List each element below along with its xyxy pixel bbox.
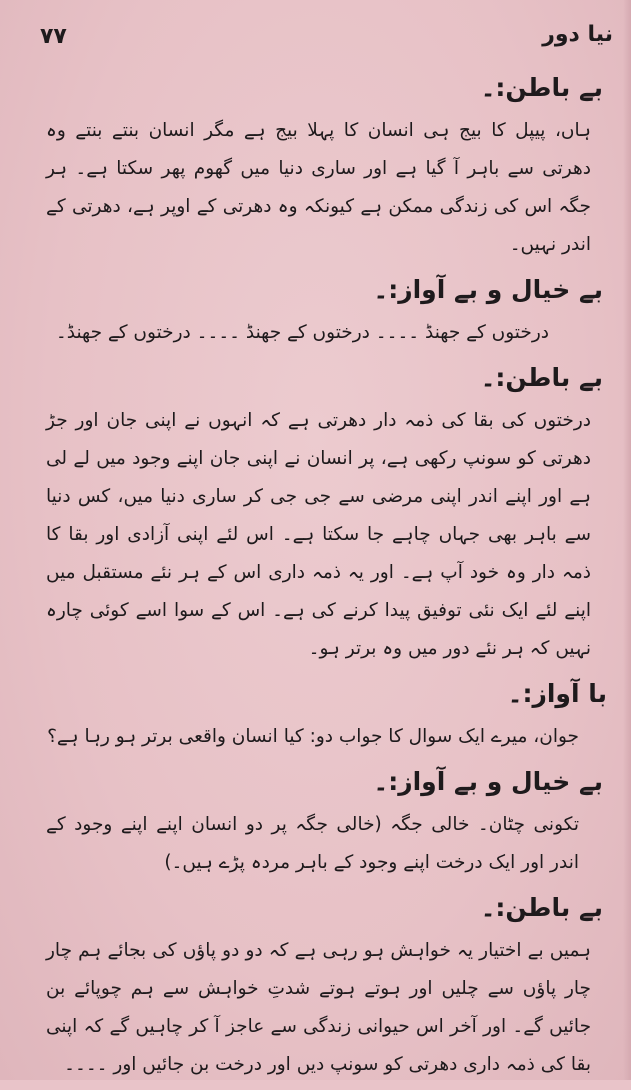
page-body	[40, 62, 609, 1090]
page-edge-shadow	[623, 0, 631, 1080]
page-header	[0, 8, 631, 58]
speaker-heading: بے باطن:۔	[480, 73, 603, 102]
speaker-heading: بے خیال و بے آواز:۔	[373, 275, 603, 304]
dialogue-paragraph: درختوں کے جھنڈ ۔۔۔۔ درختوں کے جھنڈ ۔۔۔۔ درختوں کے جھنڈ۔	[55, 322, 549, 343]
running-title: نیا دور	[542, 22, 613, 47]
dialogue-paragraph: درختوں کی بقا کی ذمہ دار دھرتی ہے کہ انہوں نے اپنی جان اور جڑ دھرتی کو سونپ رکھی ہے، پر انسان نے اپنی جان اپنے وجود میں لے لی ہے اور اپنے اندر اپنی مرضی سے جی جی کر ساری دنیا میں، کس دنیا سے باہر بھی جہاں چاہے جا سکتا ہے۔ اس لئے اپنی آزادی اور بقا کا ذمہ دار وہ خود آپ ہے۔ اور یہ ذمہ داری اس کے ہر نئے مستقبل میں اپنے لئے ایک نئی توفیق پیدا کرنے کی ہے۔ اس کے سوا اسے کوئی چارہ نہیں کہ ہر نئے دور میں وہ برتر ہو۔	[46, 410, 591, 659]
speaker-heading: بے خیال و بے آواز:۔	[373, 767, 603, 796]
dialogue-paragraph: تکونی چٹان۔ خالی جگہ (خالی جگہ پر دو انسان اپنے اپنے وجود کے اندر اور ایک درخت اپنے وجود کے باہر مردہ پڑے ہیں۔)	[46, 814, 579, 873]
dialogue-paragraph: جوان، میرے ایک سوال کا جواب دو: کیا انسان واقعی برتر ہو رہا ہے؟	[47, 726, 579, 747]
dialogue-paragraph: ہمیں بے اختیار یہ خواہش ہو رہی ہے کہ دو دو پاؤں کی بجائے ہم چار چار پاؤں سے چلیں اور ہوتے ہوتے شدتِ خواہش سے ہم چوپائے بن جائیں گے۔ اور آخر اس حیوانی زندگی سے عاجز آ کر چاہیں گے کہ اپنی بقا کی ذمہ داری دھرتی کو سونپ دیں اور درخت بن جائیں اور ۔۔۔۔	[46, 940, 591, 1075]
speaker-heading: با آواز:۔	[507, 679, 607, 708]
speaker-heading: بے باطن:۔	[480, 363, 603, 392]
speaker-heading: بے باطن:۔	[480, 893, 603, 922]
dialogue-paragraph: ہاں، پیپل کا بیج ہی انسان کا پہلا بیج ہے مگر انسان بنتے بنتے وہ دھرتی سے باہر آ گیا ہے اور ساری دنیا میں گھوم پھر سکتا ہے۔ ہر جگہ اس کی زندگی ممکن ہے کیونکہ وہ دھرتی کے اوپر ہے، دھرتی کے اندر نہیں۔	[46, 120, 591, 255]
page-number: ۷۷	[40, 24, 67, 49]
